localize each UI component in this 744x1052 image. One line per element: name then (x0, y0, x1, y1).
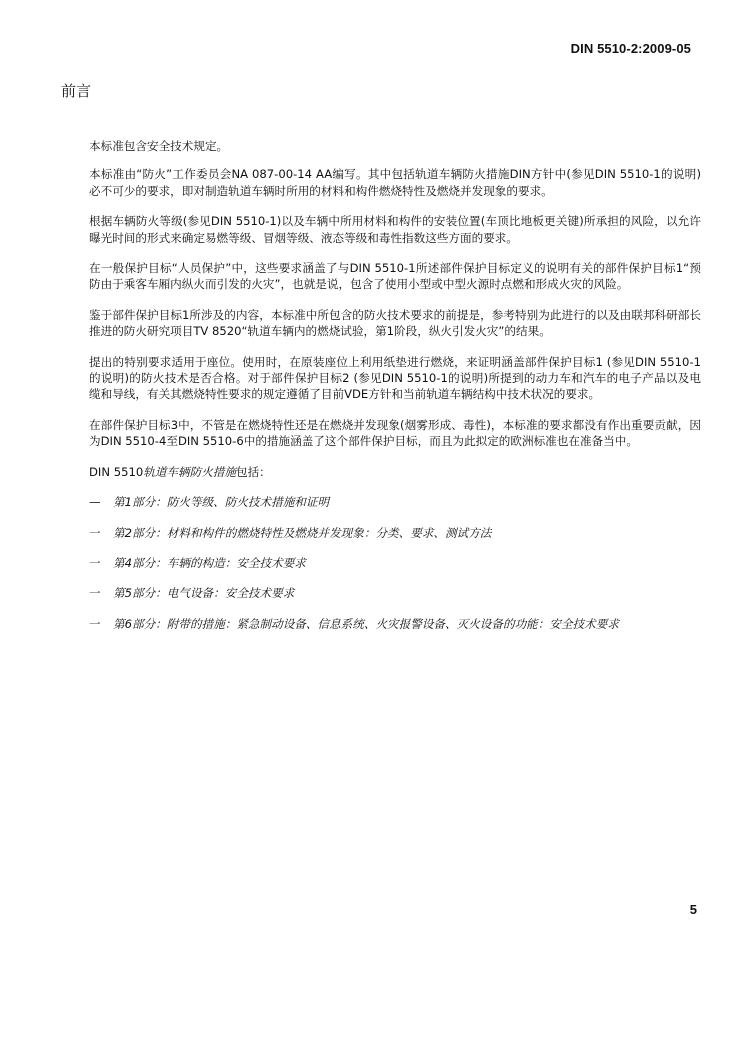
list-item-text: 第6部分：附带的措施：紧急制动设备、信息系统、火灾报警设备、灭火设备的功能：安全技术要求 (113, 616, 619, 631)
list-dash: 一 (89, 586, 101, 601)
list-dash: — (89, 495, 101, 510)
page-number: 5 (689, 902, 697, 917)
parts-list-intro (89, 464, 701, 480)
list-item-text: 第2部分：材料和构件的燃烧特性及燃烧并发现象：分类、要求、测试方法 (113, 525, 492, 540)
paragraph-6: 提出的特别要求适用于座位。使用时，在原装座位上利用纸垫进行燃烧，来证明涵盖部件保护目标1 (参见DIN 5510-1的说明)的防火技术是否合格。对于部件保护目标2 (参见DIN 5510-1的说明)所提到的动力车和汽车的电子产品以及电缆和导线，有关其燃烧特性要求的规定遵循了目前VDE方针和当前轨道车辆结构中技术状况的要求。 (89, 354, 701, 402)
section-title: 前言 (61, 82, 92, 100)
paragraph-7: 在部件保护目标3中，不管是在燃烧特性还是在燃烧并发现象(烟雾形成、毒性)，本标准的要求都没有作出重要贡献，因为DIN 5510-4至DIN 5510-6中的措施涵盖了这个部件保护目标，而且为此拟定的欧洲标准也在准备当中。 (89, 417, 701, 449)
list-dash: 一 (89, 525, 101, 540)
paragraph-5: 鉴于部件保护目标1所涉及的内容，本标准中所包含的防火技术要求的前提是，参考特别为此进行的以及由联邦科研部长推进的防火研究项目TV 8520“轨道车辆内的燃烧试验，第1阶段，纵火引发火灾”的结果。 (89, 307, 701, 339)
list-item (89, 494, 701, 510)
list-dash: 一 (89, 555, 101, 570)
list-dash: 一 (89, 616, 101, 631)
parts-list (89, 494, 701, 632)
list-item-text: 第5部分：电气设备：安全技术要求 (113, 586, 295, 601)
paragraph-1: 本标准包含安全技术规定。 (89, 139, 229, 153)
list-item-text: 第1部分：防火等级、防火技术措施和证明 (113, 495, 330, 510)
paragraph-2: 本标准由“防火”工作委员会NA 087-00-14 AA编写。其中包括轨道车辆防火措施DIN方针中(参见DIN 5510-1的说明)必不可少的要求，即对制造轨道车辆时所用的材料和构件燃烧特性及燃烧并发现象的要求。 (89, 167, 701, 198)
list-item (89, 585, 701, 601)
document-code: DIN 5510-2:2009-05 (570, 41, 691, 56)
list-intro-title: 轨道车辆防火措施 (143, 464, 236, 479)
list-item-text: 第4部分：车辆的构造：安全技术要求 (113, 555, 306, 570)
paragraph-4: 在一般保护目标“人员保护”中，这些要求涵盖了与DIN 5510-1所述部件保护目标定义的说明有关的部件保护目标1“预防由于乘客车厢内纵火而引发的火灾”，也就是说，包含了使用小型或中型火源时点燃和形成火灾的风险。 (89, 261, 701, 292)
list-item (89, 555, 701, 571)
foreword-body (89, 138, 701, 646)
list-intro-suffix: 包括： (235, 464, 271, 479)
list-item (89, 616, 701, 632)
paragraph-3: 根据车辆防火等级(参见DIN 5510-1)以及车辆中所用材料和构件的安装位置(车顶比地板更关键)所承担的风险，以允许曝光时间的形式来确定易燃等级、冒烟等级、液态等级和毒性指数这些方面的要求。 (89, 214, 701, 245)
list-item (89, 525, 701, 541)
list-intro-prefix: DIN 5510 (89, 464, 144, 479)
